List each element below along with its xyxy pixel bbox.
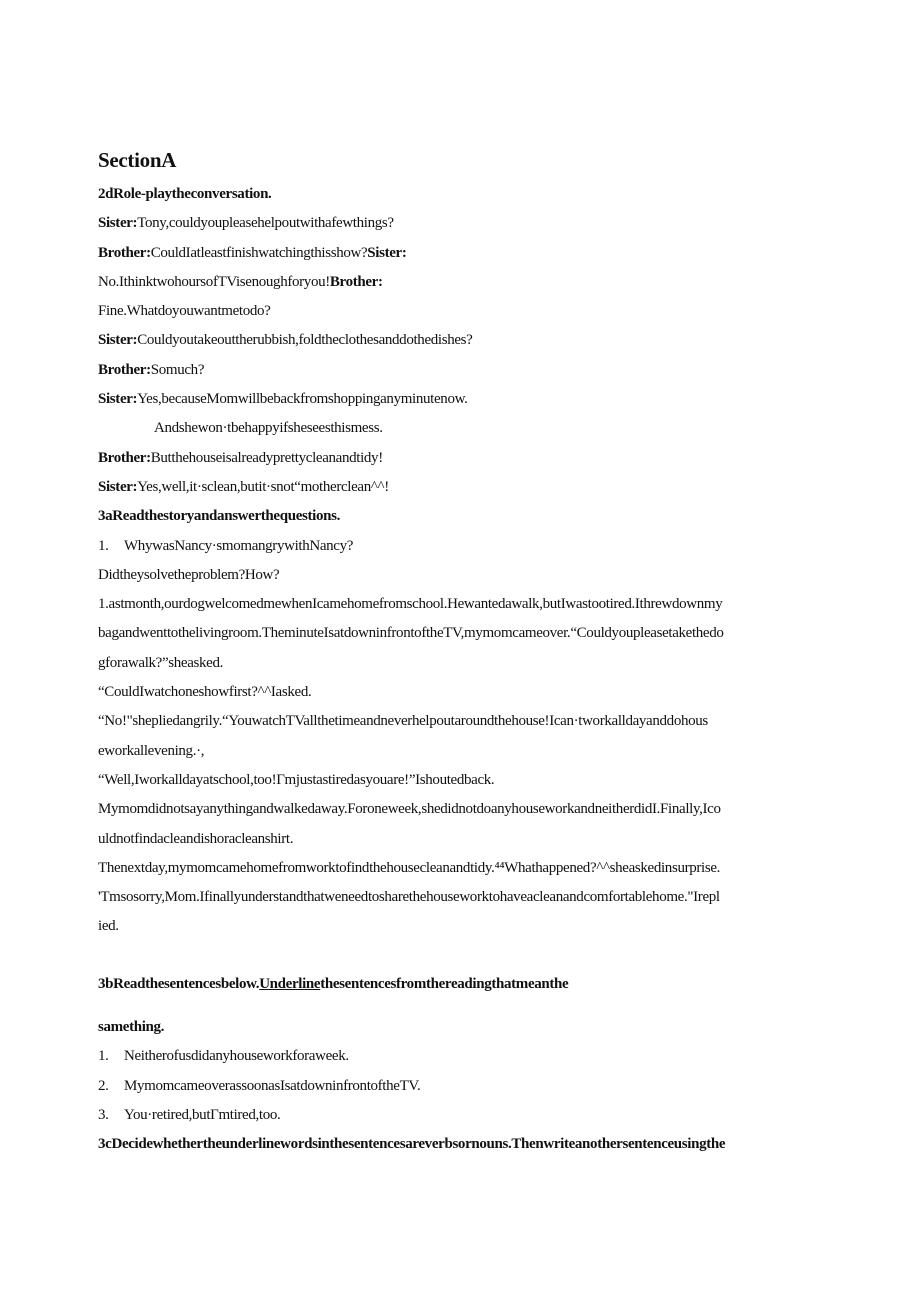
section-title: SectionA <box>98 148 177 172</box>
heading-3b-cont: samething. <box>98 1019 165 1036</box>
story-line: “CouldIwatchoneshowfirst?^^Iasked. <box>98 684 312 701</box>
dialogue-line: Fine.Whatdoyouwantmetodo? <box>98 303 271 320</box>
story-line: gforawalk?”sheasked. <box>98 654 224 671</box>
dialogue-line: Brother:CouldIatleastfinishwatchingthisshow?Sister: <box>98 244 407 261</box>
story-line: Mymomdidnotsayanythingandwalkedaway.Foroneweek,shedidnotdoanyhouseworkandneitherdidI.Finally,Ico <box>98 801 721 818</box>
heading-2d: 2dRole-playtheconversation. <box>98 186 272 202</box>
story-line: bagandwenttothelivingroom.TheminuteIsatdowninfrontoftheTV,mymomcameover.“Couldyoupleasetakethedo <box>98 625 724 642</box>
story-line: 'Tmsosorry,Mom.Ifinallyunderstandthatweneedtosharethehouseworktohaveacleanandcomfortablehome."Irepl <box>98 889 720 906</box>
story-line: Thenextday,mymomcamehomefromworktofindthehousecleanandtidy.⁴⁴Whathappened?^^sheaskedinsurprise. <box>98 859 721 876</box>
dialogue-line: Sister:Yes,becauseMomwillbebackfromshoppinganyminutenow. <box>98 391 468 408</box>
dialogue-line: No.IthinktwohoursofTVisenoughforyou!Brother: <box>98 273 383 290</box>
question-2: Didtheysolvetheproblem?How? <box>98 566 280 583</box>
dialogue-line: Brother:Somuch? <box>98 361 205 378</box>
story-line: eworkallevening.·, <box>98 742 205 759</box>
list-item: 2. MymomcameoverassoonasIsatdowninfrontoftheTV. <box>98 1077 421 1094</box>
dialogue-line: Sister:Yes,well,it·sclean,butit·snot“motherclean^^! <box>98 478 389 495</box>
dialogue-line: Sister:Tony,couldyoupleasehelpoutwithafewthings? <box>98 215 394 232</box>
dialogue-line: Sister:Couldyoutakeouttherubbish,foldtheclothesanddothedishes? <box>98 332 473 349</box>
spacer <box>98 999 858 1013</box>
dialogue-line: Andshewon·tbehappyifsheseesthismess. <box>154 420 383 437</box>
heading-3a: 3aReadthestoryandanswerthequestions. <box>98 508 340 525</box>
story-line: uldnotfindacleandishoracleanshirt. <box>98 830 294 847</box>
question-1: 1. WhywasNancy·smomangrywithNancy? <box>98 537 354 554</box>
story-line: 1.astmonth,ourdogwelcomedmewhenIcamehomefromschool.Hewantedawalk,butIwastootired.Ithrewdownmy <box>98 596 723 613</box>
list-item: 3. You·retired,butΓmtired,too. <box>98 1106 281 1123</box>
document-page <box>98 146 858 1160</box>
heading-3b: 3bReadthesentencesbelow.Underlinethesentencesfromthereadingthatmeanthe <box>98 975 569 992</box>
heading-3c: 3cDecidewhethertheunderlinewordsinthesentencesareverbsornouns.Thenwriteanothersentenceusingthe <box>98 1136 726 1153</box>
story-line: “No!"shepliedangrily.“YouwatchTVallthetimeandneverhelpoutaroundthehouse!Ican·tworkalldayanddohous <box>98 713 708 730</box>
spacer <box>98 942 858 970</box>
story-line: ied. <box>98 918 119 935</box>
story-line: “Well,Iworkalldayatschool,too!Γmjustastiredasyouare!”Ishoutedback. <box>98 771 495 788</box>
list-item: 1. Neitherofusdidanyhouseworkforaweek. <box>98 1048 349 1065</box>
dialogue-line: Brother:Butthehouseisalreadyprettycleanandtidy! <box>98 449 383 466</box>
